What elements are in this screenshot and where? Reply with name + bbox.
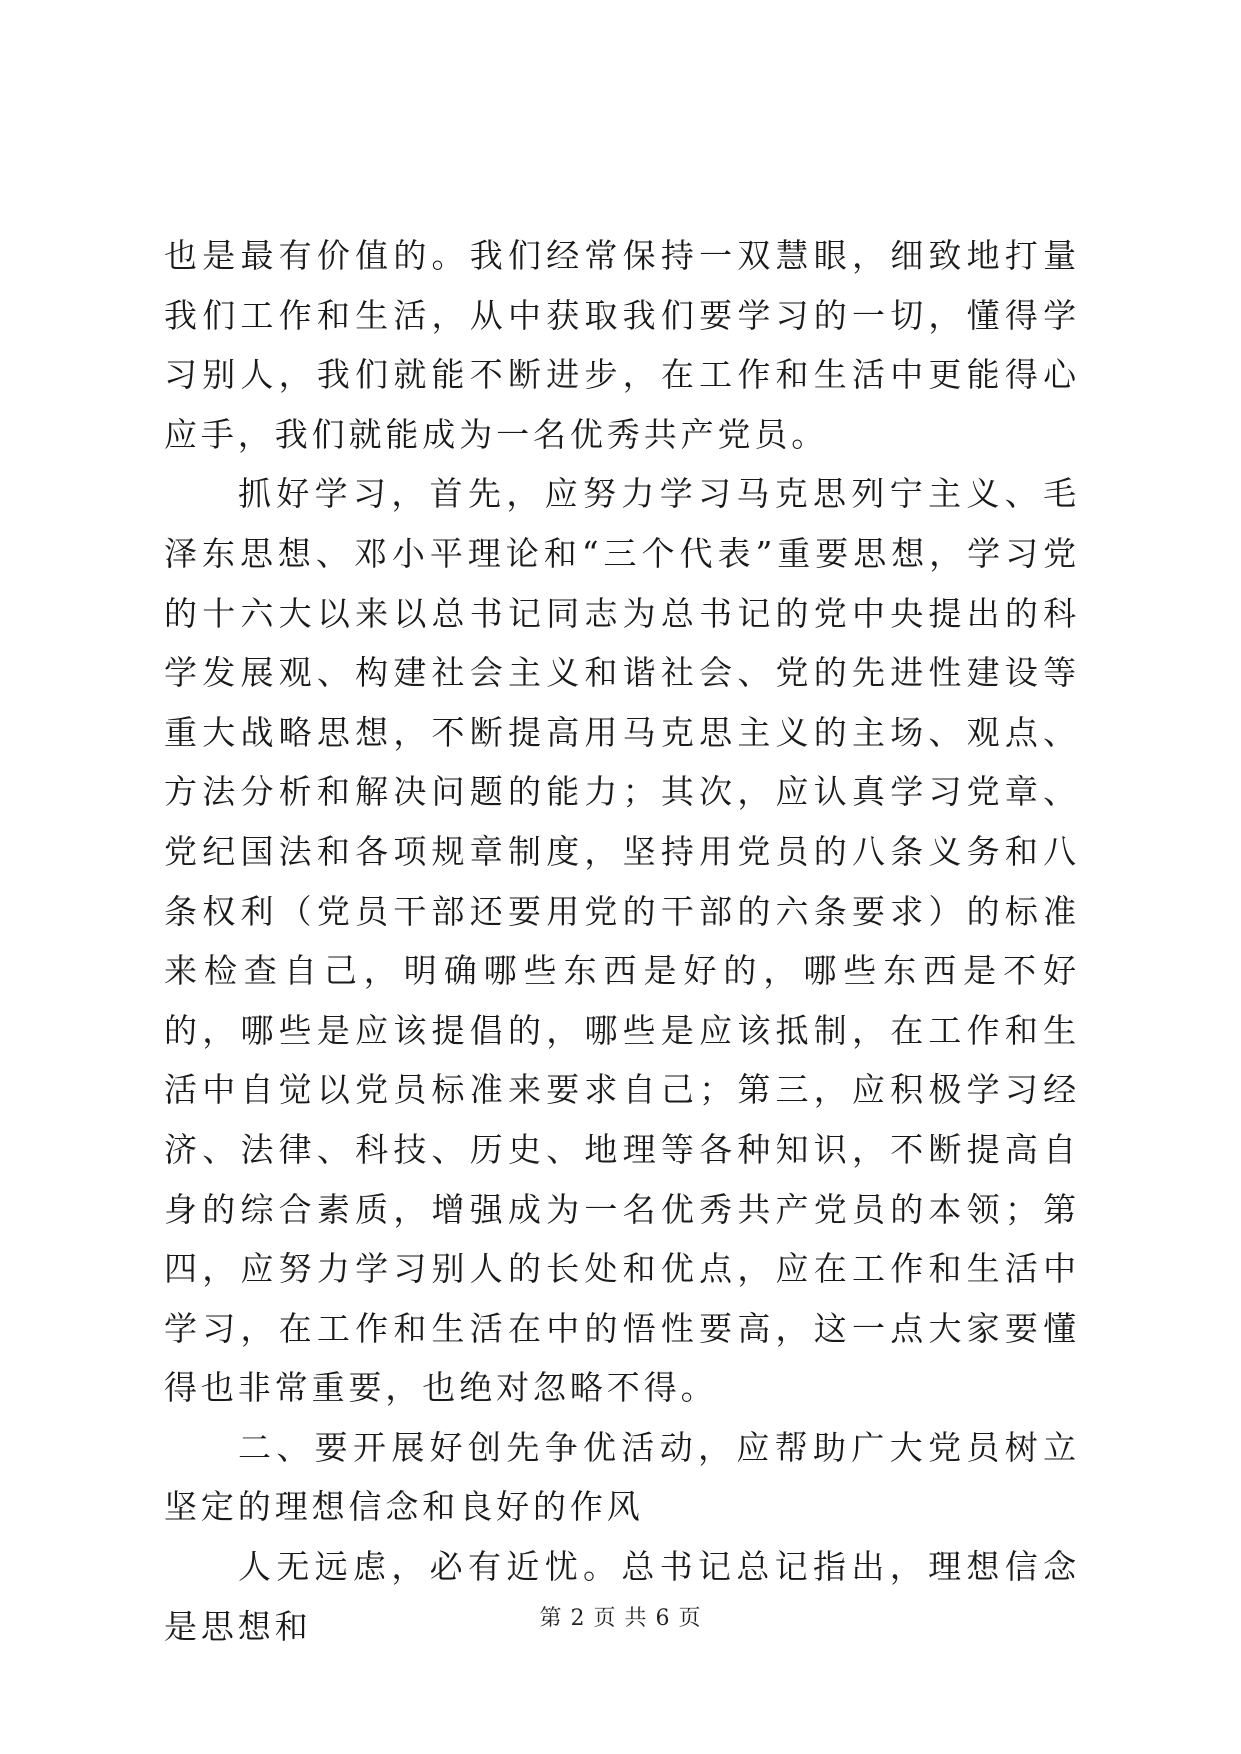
text-line: 想信念和良好的作风	[311, 1487, 644, 1527]
text-line: 不断进步，在工作和生活中更能得心应手，我们就能成为一名优	[164, 355, 1081, 454]
paragraph-2	[164, 464, 1080, 1418]
text-line: 邓小平理论和“三个代表”重要思想，学习党的十六大以来以总	[164, 533, 1081, 633]
paragraph-1	[164, 226, 1080, 464]
text-line: 己，明确哪些东西是好的，哪些东西是不好的，哪些是应该提倡	[164, 951, 1080, 1050]
text-line: 的，哪些是应该抵制，在工作和生活中自觉以党员标准来要求自	[164, 1010, 1080, 1110]
text-line: 也是最有价值的。我们经常保持一双慧眼，细致地打量我们工作	[164, 236, 1080, 335]
page-footer: 第 2 页 共 6 页	[539, 1606, 702, 1631]
text-line: 要，也绝对忽略不得。	[348, 1368, 718, 1408]
text-line: 识，不断提高自身的综合素质，增强成为一名优秀共产党员的本	[164, 1129, 1080, 1229]
text-line: 人无远虑，必有近忧。总书记总记指出，理想信念是思想和	[164, 1547, 1080, 1646]
paragraph-4	[164, 1537, 1080, 1656]
text-line: 习党章、党纪国法和各项规章制度，坚持用党员的八条义务和八	[164, 772, 1081, 871]
text-line: 义的主场、观点、方法分析和解决问题的能力；其次，应认真学	[164, 712, 1080, 812]
text-line: 秀共产党员。	[606, 414, 829, 454]
text-line: 书记同志为总书记的党中央提出的科学发展观、构建社会主义和	[164, 593, 1081, 693]
text-line: 条权利（党员干部还要用党的干部的六条要求）的标准来检查自	[164, 891, 1080, 991]
text-line: 己；第三，应积极学习经济、法律、科技、历史、地理等各种知	[164, 1070, 1081, 1169]
section-heading-2	[164, 1418, 1080, 1537]
text-line: 二、要开展好创先争优活动，应帮助广大党员树立坚定的理	[164, 1427, 1080, 1527]
text-line: 习，在工作和生活在中的悟性要高，这一点大家要懂得也非常重	[164, 1308, 1081, 1408]
text-line: 抓好学习，首先，应努力学习马克思列宁主义、毛泽东思想、	[164, 474, 1080, 573]
document-body	[164, 226, 1080, 1656]
text-line: 和生活，从中获取我们要学习的一切，懂得学习别人，我们就能	[164, 295, 1080, 395]
text-line: 领；第四，应努力学习别人的长处和优点，应在工作和生活中学	[164, 1189, 1080, 1348]
text-line: 谐社会、党的先进性建设等重大战略思想，不断提高用马克思主	[164, 653, 1080, 752]
